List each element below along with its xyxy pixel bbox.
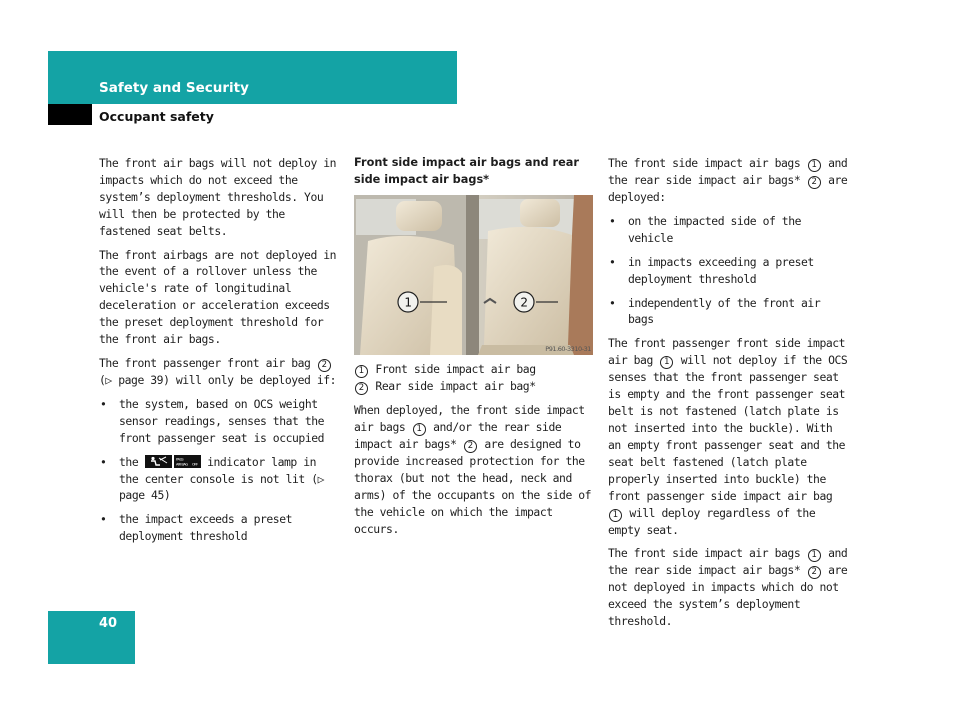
paragraph-side-airbag-protection (354, 402, 594, 537)
deploy-conditions-list (99, 396, 339, 545)
bullet: • (609, 254, 616, 269)
list-item-text: on the impacted side of the vehicle (628, 213, 802, 245)
callout-number-1: 1 (808, 549, 821, 562)
bullet: • (100, 396, 107, 411)
bullet: • (609, 295, 616, 310)
bullet: • (100, 454, 107, 469)
figure-legend (354, 361, 594, 395)
text: When deployed, the front side impact air bags (354, 403, 585, 434)
icon-label-pass: PASS (175, 457, 183, 462)
bullet: • (100, 512, 107, 527)
paragraph-not-deployed (608, 545, 848, 630)
bullet: • (609, 213, 616, 228)
list-item (99, 511, 339, 545)
seat-airbag-illustration (354, 195, 593, 355)
callout-number-1: 1 (609, 509, 622, 522)
list-item (99, 454, 339, 505)
callout-number-2: 2 (808, 176, 821, 189)
section-heading: Front side impact air bags and rear side impact air bags* (354, 156, 579, 186)
list-item-text: the impact exceeds a preset deployment threshold (119, 512, 293, 544)
text: and/or the rear side impact air bags* (354, 419, 562, 451)
callout-number-1: 1 (660, 356, 673, 369)
text: will deploy regardless of the empty seat. (608, 505, 816, 537)
legend-item-1 (354, 361, 594, 378)
callout-number-1: 1 (808, 159, 821, 172)
text: The front side impact air bags (608, 156, 801, 170)
page-number-box (48, 611, 135, 664)
icon-label-airbag: AIR BAG (175, 462, 188, 467)
paragraph-front-airbags-threshold: The front air bags will not deploy in impacts which do not exceed the system’s deployment thresholds. You will then be protected by the fastened seat belts. (99, 156, 337, 238)
text: will not deploy if the OCS senses that the front passenger seat is empty and the front passenger seat belt is not fastened (latch plate is not inserted into the buckle). With an empty front passenger seat and the seat belt fastened (latch plate properly inserted into buckle) the front passenger side impact air bag (608, 353, 848, 503)
callout-number-2: 2 (318, 359, 331, 372)
text: The front passenger front air bag (99, 355, 311, 370)
section-title: Safety and Security (99, 80, 249, 96)
paragraph-side-airbags-deployed (608, 155, 848, 206)
passenger-airbag-off-indicator-icon (145, 455, 201, 468)
figure-code: P91.60-3310-31 (545, 345, 591, 353)
callout-number-2: 2 (464, 440, 477, 453)
text: are deployed: (608, 173, 848, 204)
figure-marker-2: 2 (520, 295, 528, 310)
text: are designed to provide increased protection for the thorax (but not the head, neck and arms) of the occupants on the side of the vehicle on which the impact occurs. (354, 436, 592, 536)
page-reference-link[interactable]: (▷ page 39) will only be deployed if: (99, 372, 337, 387)
callout-number-1: 1 (355, 365, 368, 378)
callout-number-2: 2 (808, 566, 821, 579)
subsection-title: Occupant safety (99, 109, 214, 124)
legend-text: Rear side impact air bag* (375, 379, 536, 393)
column-left (99, 155, 339, 552)
list-item (608, 213, 848, 247)
callout-number-2: 2 (355, 382, 368, 395)
list-item (99, 396, 339, 447)
paragraph-ocs-passenger (608, 335, 848, 538)
text: The front side impact air bags (608, 546, 801, 561)
text: are not deployed in impacts which do not exceed the system’s deployment threshold. (608, 563, 848, 629)
section-tab-marker (48, 104, 92, 125)
list-item-text: independently of the front air bags (628, 295, 821, 327)
paragraph-rollover: The front airbags are not deployed in the event of a rollover unless the vehicle's rate of longitudinal deceleration or acceleration exceeds the preset deployment threshold for the front air bags. (99, 247, 337, 347)
text: The front passenger front side impact air bag (608, 336, 846, 368)
legend-item-2 (354, 378, 594, 395)
list-item-text: the system, based on OCS weight sensor readings, senses that the front passenger seat is occupied (119, 396, 325, 445)
list-item-text: indicator lamp in the center console is not lit (▷ page 45) (119, 454, 325, 503)
page-number: 40 (99, 616, 118, 631)
list-item (608, 295, 848, 329)
header-band (48, 51, 457, 104)
list-item (608, 254, 848, 288)
callout-number-1: 1 (413, 423, 426, 436)
legend-text: Front side impact air bag (375, 362, 536, 376)
paragraph-passenger-airbag (99, 355, 339, 389)
icon-label-off: OFF (191, 462, 198, 467)
figure-marker-1: 1 (404, 295, 412, 310)
list-item-text: the (119, 454, 139, 469)
deployment-conditions-list (608, 213, 848, 328)
column-right (608, 155, 848, 637)
list-item-text: in impacts exceeding a preset deployment threshold (628, 254, 814, 286)
text: and the rear side impact air bags* (608, 156, 848, 187)
column-middle (354, 155, 594, 544)
text: and the rear side impact air bags* (608, 546, 848, 578)
